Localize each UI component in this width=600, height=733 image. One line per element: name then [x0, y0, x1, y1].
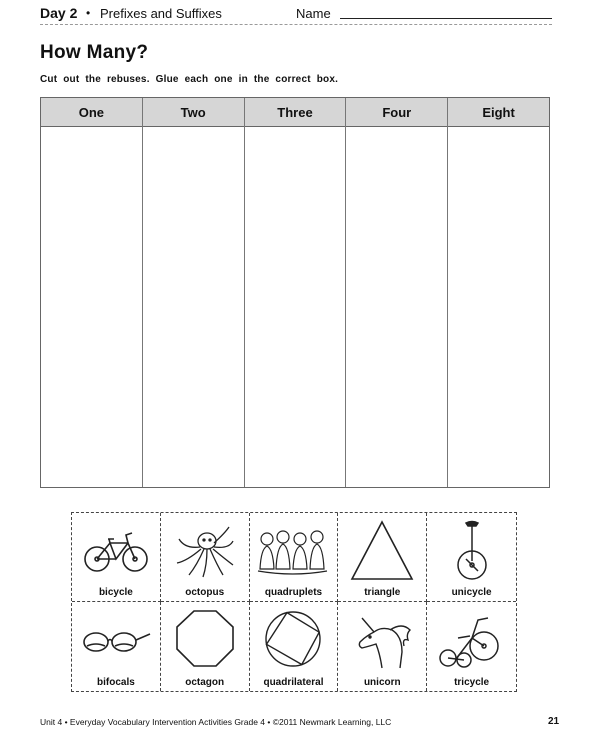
day-label: Day 2 — [40, 5, 78, 21]
column-four — [346, 98, 448, 487]
card-label: unicorn — [363, 677, 401, 688]
rebus-card[interactable] — [72, 602, 161, 691]
octagon-icon — [167, 608, 243, 670]
glue-box — [245, 127, 346, 487]
unicycle-icon — [434, 519, 510, 581]
column-header: Three — [245, 98, 346, 127]
column-header: Eight — [448, 98, 549, 127]
card-label: triangle — [364, 587, 401, 598]
subject-label: Prefixes and Suffixes — [100, 6, 222, 21]
name-label: Name — [296, 6, 331, 21]
header-divider — [40, 24, 552, 25]
rebus-card[interactable] — [427, 602, 516, 691]
card-label: quadruplets — [264, 587, 323, 598]
card-label: bicycle — [98, 587, 133, 598]
header-bullet: • — [86, 6, 91, 20]
column-eight — [448, 98, 549, 487]
card-label: quadrilateral — [263, 677, 324, 688]
footer-credit: Unit 4 • Everyday Vocabulary Intervention Activities Grade 4 • ©2011 Newmark Learning, LLC — [40, 717, 392, 727]
bifocals-icon — [78, 608, 154, 670]
card-label: tricycle — [454, 677, 490, 688]
card-label: unicycle — [451, 587, 492, 598]
page-title: How Many? — [40, 42, 149, 63]
quadrilateral-icon — [255, 608, 331, 670]
rebus-card[interactable] — [427, 513, 516, 602]
octopus-icon — [167, 519, 243, 581]
instructions: Cut out the rebuses. Glue each one in the correct box. — [40, 74, 339, 85]
glue-box — [41, 127, 142, 487]
rebus-card[interactable] — [72, 513, 161, 602]
glue-box — [346, 127, 447, 487]
triangle-icon — [344, 519, 420, 581]
column-three — [245, 98, 347, 487]
rebus-card[interactable] — [338, 602, 427, 691]
column-header: Two — [143, 98, 244, 127]
worksheet-header — [40, 3, 552, 23]
sorting-table — [40, 97, 550, 488]
rebus-cards — [71, 512, 517, 692]
rebus-card[interactable] — [250, 513, 339, 602]
name-line — [340, 18, 552, 19]
rebus-card[interactable] — [338, 513, 427, 602]
column-header: One — [41, 98, 142, 127]
quadruplets-icon — [255, 519, 331, 581]
card-label: octagon — [185, 677, 225, 688]
column-one — [41, 98, 143, 487]
bicycle-icon — [78, 519, 154, 581]
column-two — [143, 98, 245, 487]
rebus-card[interactable] — [161, 602, 250, 691]
glue-box — [448, 127, 549, 487]
rebus-card[interactable] — [161, 513, 250, 602]
card-label: bifocals — [97, 677, 135, 688]
rebus-card[interactable] — [250, 602, 339, 691]
unicorn-icon — [344, 608, 420, 670]
tricycle-icon — [434, 608, 510, 670]
page-number: 21 — [548, 716, 560, 727]
card-label: octopus — [185, 587, 225, 598]
column-header: Four — [346, 98, 447, 127]
glue-box — [143, 127, 244, 487]
